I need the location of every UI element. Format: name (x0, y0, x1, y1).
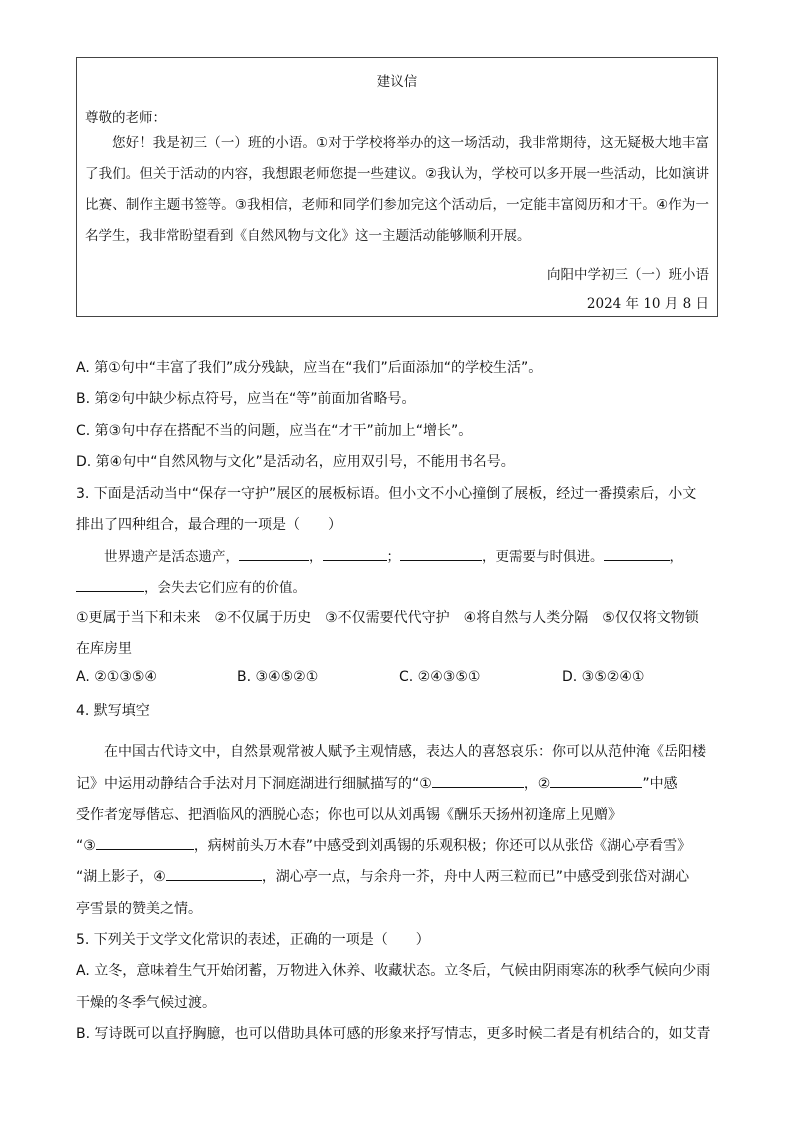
q3-option-b: B. ③④⑤②① (237, 669, 319, 685)
q4-line4-text-a: “③ (76, 838, 96, 854)
q3-option-d: D. ③⑤②④① (562, 669, 645, 685)
q4-line5-text-b: ，湖心亭一点，与余舟一芥，舟中人两三粒而已”中感受到张岱对湖心 (261, 869, 690, 885)
letter-greeting: 尊敬的老师： (85, 110, 166, 126)
q4-blank-3[interactable] (96, 848, 194, 850)
q4-line5-text-a: “湖上影子，④ (76, 869, 166, 885)
q3-option-c: C. ②④③⑤① (399, 669, 481, 685)
slogan-blank-3[interactable] (400, 559, 482, 561)
slogan-text-6: ，会失去它们应有的价值。 (144, 580, 306, 596)
slogan-blank-1[interactable] (239, 559, 309, 561)
q4-line2-text-a: 记》中运用动静结合手法对月下洞庭湖进行细腻描写的“① (76, 776, 432, 792)
slogan-text-5: ， (669, 549, 683, 565)
letter-signature: 向阳中学初三（一）班小语 (547, 267, 709, 283)
q4-line4 (76, 835, 691, 855)
q4-line6: 亭雪景的赞美之情。 (76, 901, 202, 917)
q4-line4-text-b: ，病树前头万木春”中感受到刘禹锡的乐观积极；你还可以从张岱《湖心亭看雪》 (193, 838, 692, 854)
letter-body: 您好！我是初三（一）班的小语。①对于学校将举办的这一场活动，我非常期待，这无疑极大地丰富了我们。但关于活动的内容，我想跟老师您提一些建议。②我认为，学校可以多开展一些活动，比如演讲比赛、制作主题书签等。③我相信，老师和同学们参加完这个活动后，一定能丰富阅历和才干。④作为一名学生，我非常盼望看到《自然风物与文化》这一主题活动能够顺利开展。 (85, 135, 709, 244)
q2-option-c: C. 第③句中存在搭配不当的问题，应当在“才干”前加上“增长”。 (76, 423, 473, 439)
q4-blank-1[interactable] (432, 786, 524, 788)
q3-option-a: A. ②①③⑤④ (76, 669, 157, 685)
q3-stem-line2: 排出了四种组合，最合理的一项是（ ） (76, 517, 342, 533)
q4-blank-2[interactable] (550, 786, 642, 788)
slogan-blank-2[interactable] (323, 559, 387, 561)
q3-items-line2: 在库房里 (76, 641, 132, 657)
q4-line2-text-b: ，② (523, 776, 551, 792)
q3-slogan-line2 (76, 576, 306, 596)
q4-blank-4[interactable] (166, 879, 262, 881)
slogan-blank-4[interactable] (604, 559, 670, 561)
q2-option-d: D. 第④句中“自然风物与文化”是活动名，应用双引号，不能用书名号。 (76, 454, 515, 470)
q5-option-a-line2: 干燥的冬季气候过渡。 (76, 995, 216, 1011)
letter-box (76, 57, 718, 317)
slogan-text-3: ； (386, 549, 400, 565)
q4-line1: 在中国古代诗文中，自然景观常被人赋予主观情感，表达人的喜怒哀乐：你可以从范仲淹《岳阳楼 (104, 744, 706, 760)
q3-slogan-line1 (104, 545, 683, 565)
q2-option-b: B. 第②句中缺少标点符号，应当在“等”前面加省略号。 (76, 391, 416, 407)
q5-stem: 5. 下列关于文学文化常识的表述，正确的一项是（ ） (76, 932, 430, 948)
slogan-text-1: 世界遗产是活态遗产， (104, 549, 239, 565)
q5-option-b-line1: B. 写诗既可以直抒胸臆，也可以借助具体可感的形象来抒写情志，更多时候二者是有机结合的，如艾青 (76, 1026, 711, 1042)
q4-line2 (76, 773, 678, 793)
q4-line3: 受作者宠辱偕忘、把酒临风的洒脱心态；你也可以从刘禹锡《酬乐天扬州初逢席上见赠》 (76, 807, 622, 823)
letter-title: 建议信 (376, 74, 418, 90)
slogan-blank-5[interactable] (76, 590, 144, 592)
q3-items-line1: ①更属于当下和未来 ②不仅属于历史 ③不仅需要代代守护 ④将自然与人类分隔 ⑤仅仅将文物锁 (76, 610, 699, 626)
letter-date: 2024 年 10 月 8 日 (586, 296, 709, 312)
slogan-text-2: ， (309, 549, 323, 565)
slogan-text-4: ，更需要与时俱进。 (482, 549, 604, 565)
q5-option-a-line1: A. 立冬，意味着生气开始闭蓄，万物进入休养、收藏状态。立冬后，气候由阴雨寒冻的秋季气候向少雨 (76, 963, 711, 979)
q4-title: 4. 默写填空 (76, 703, 150, 719)
q4-line5 (76, 866, 689, 886)
q2-option-a: A. 第①句中“丰富了我们”成分残缺，应当在“我们”后面添加“的学校生活”。 (76, 360, 543, 376)
q3-stem-line1: 3. 下面是活动当中“保存一守护”展区的展板标语。但小文不小心撞倒了展板，经过一番摸索后，小文 (76, 486, 697, 502)
q4-line2-text-c: ”中感 (642, 776, 678, 792)
